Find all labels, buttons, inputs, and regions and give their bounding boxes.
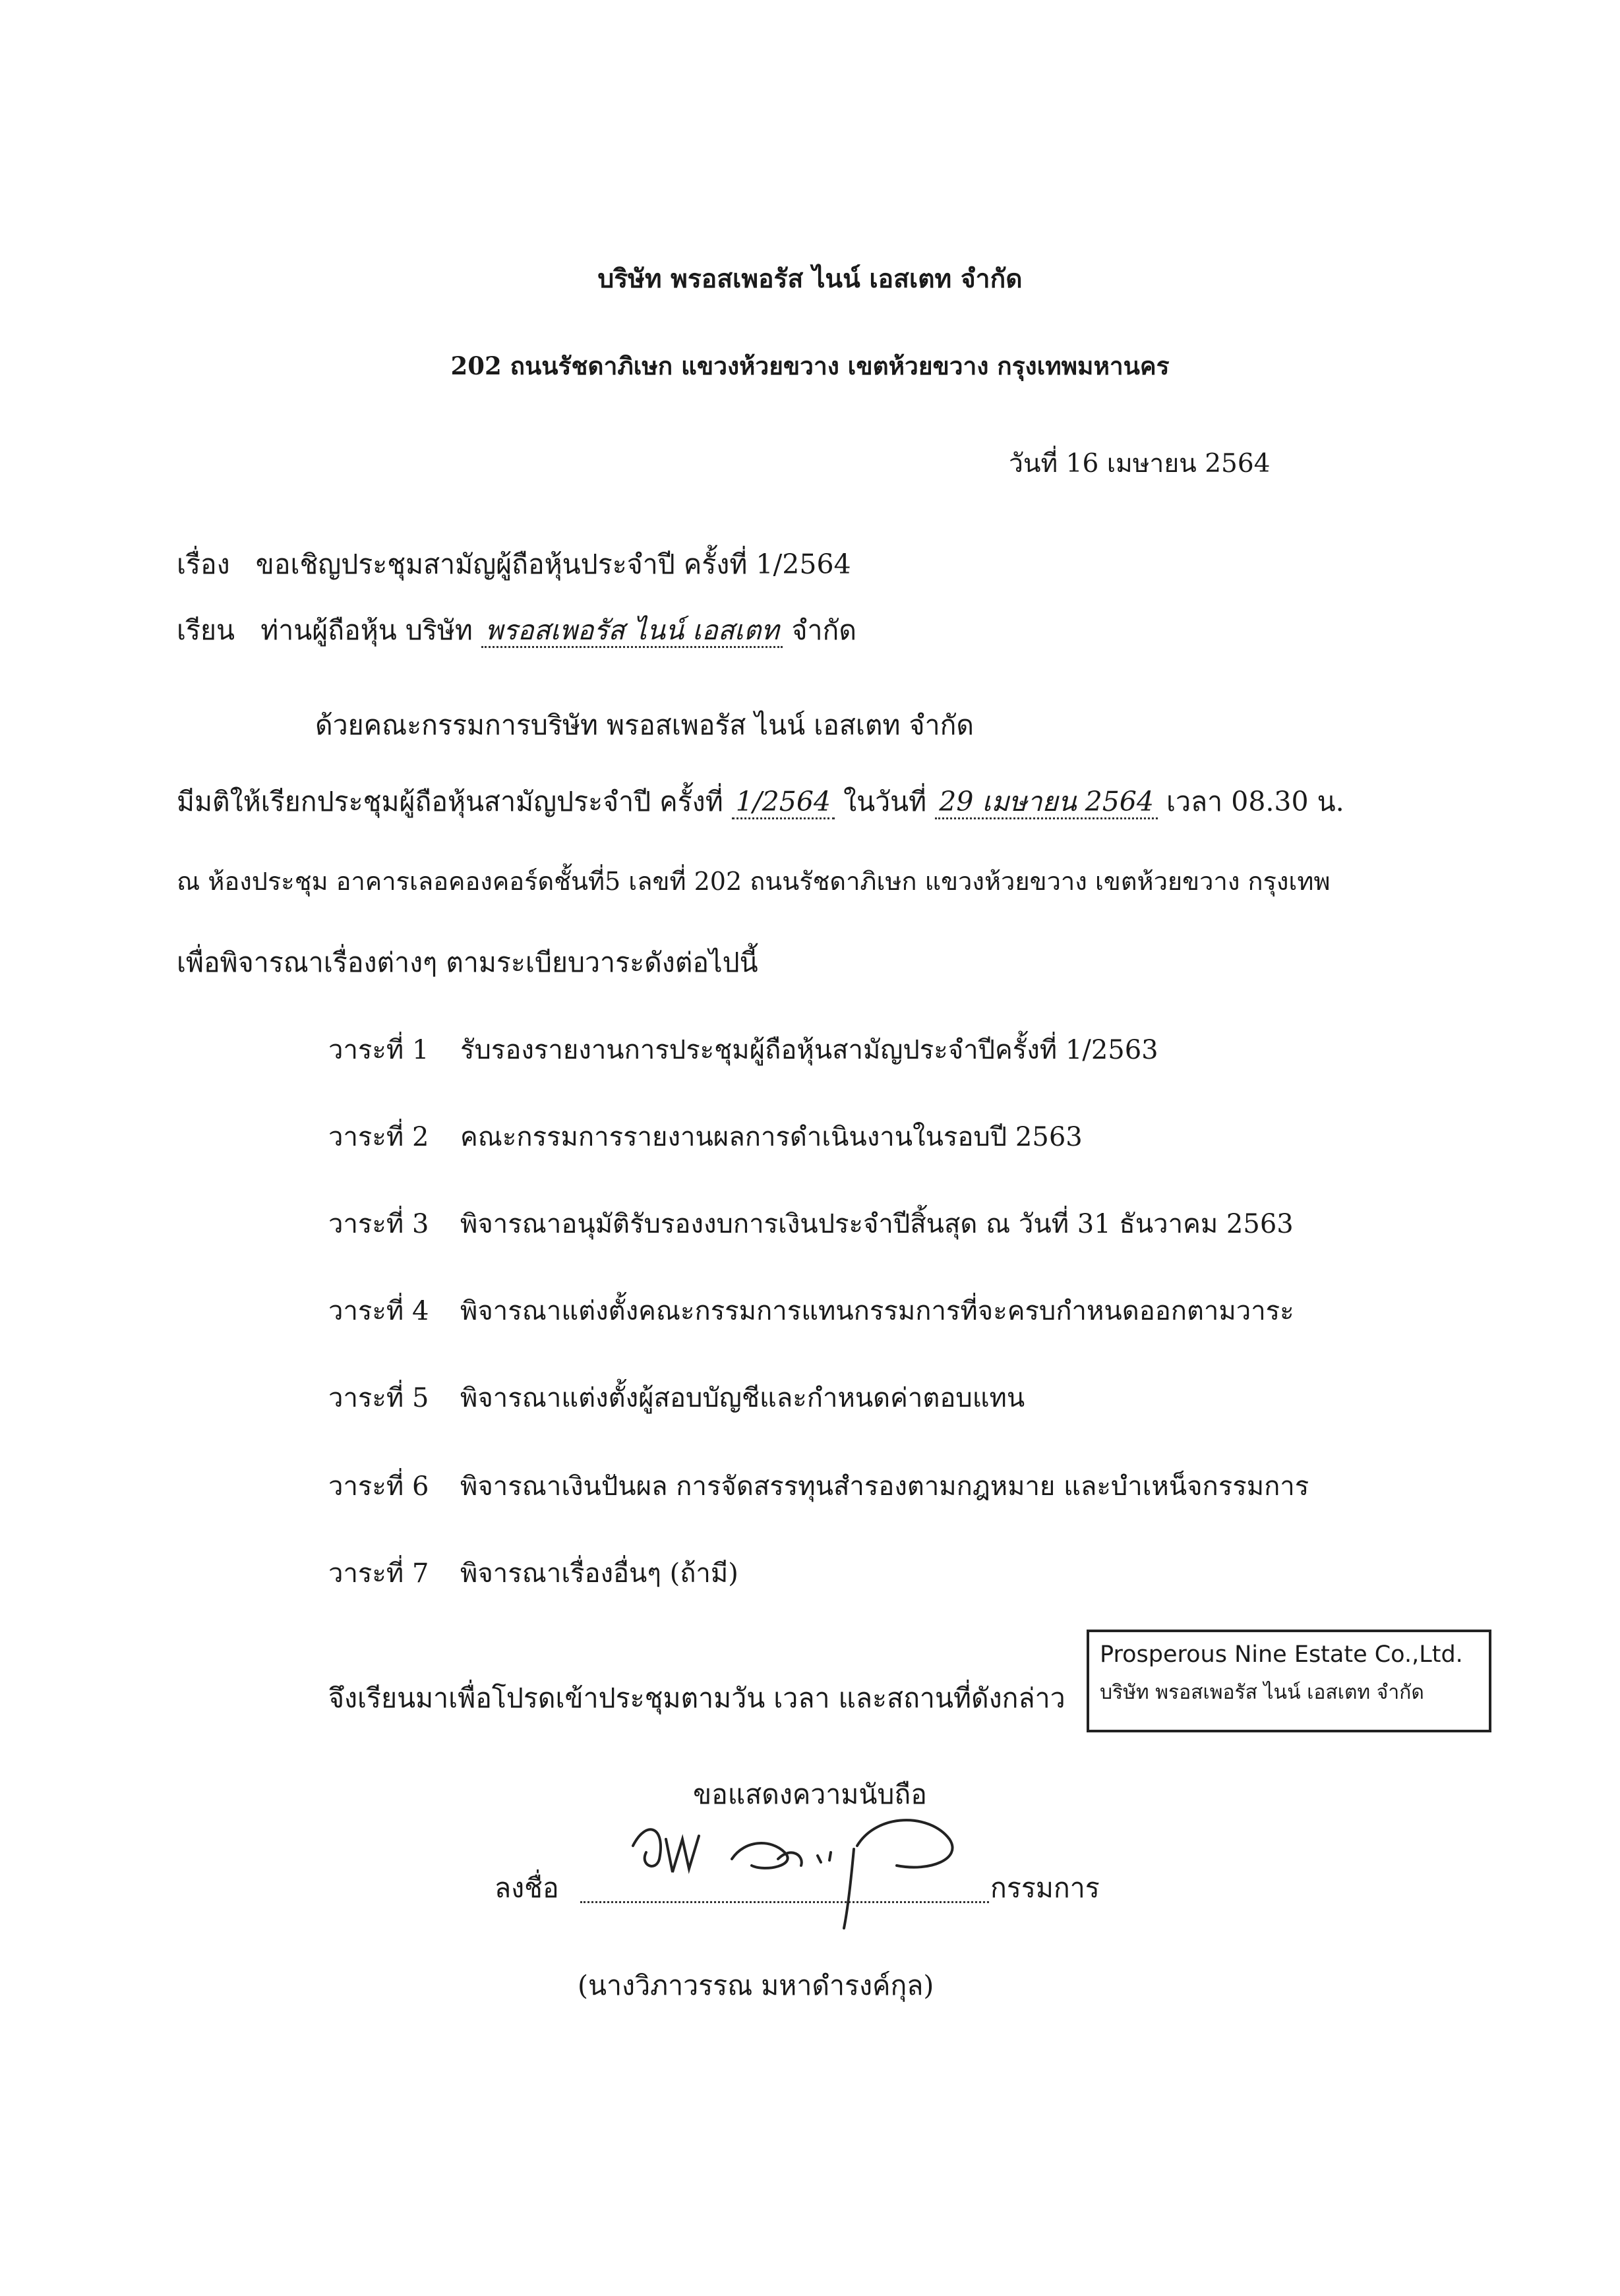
sign-label: ลงชื่อ — [495, 1872, 559, 1904]
resolution-text: มีมติให้เรียกประชุมผู้ถือหุ้นสามัญประจำปี ครั้งที่ — [177, 786, 723, 817]
closing-text: จึงเรียนมาเพื่อโปรดเข้าประชุมตามวัน เวลา และสถานที่ดังกล่าว — [328, 1682, 1065, 1714]
recipient-prefix: ท่านผู้ถือหุ้น บริษัท — [260, 614, 473, 646]
stamp-english: Prosperous Nine Estate Co.,Ltd. — [1100, 1641, 1463, 1668]
agenda-item — [328, 1465, 1309, 1507]
recipient-line — [177, 609, 856, 652]
signer-name: (นางวิภาวรรณ มหาดำรงค์กุล) — [578, 1970, 934, 2001]
agenda-text: พิจารณาแต่งตั้งคณะกรรมการแทนกรรมการที่จะครบกำหนดออกตามวาระ — [460, 1296, 1294, 1326]
agenda-number: วาระที่ 1 — [328, 1035, 429, 1065]
company-name: บริษัท พรอสเพอรัส ไนน์ เอสเตท จำกัด — [597, 264, 1023, 294]
recipient-suffix: จำกัด — [791, 614, 857, 646]
meeting-date: 29 เมษายน 2564 — [935, 786, 1158, 819]
signer-role: กรรมการ — [990, 1872, 1100, 1904]
meeting-venue: ณ ห้องประชุม อาคารเลอคองคอร์ดชั้นที่5 เลขที่ 202 ถนนรัชดาภิเษก แขวงห้วยขวาง เขตห้วยขวาง กรุงเทพ — [177, 867, 1331, 896]
agenda-number: วาระที่ 5 — [328, 1383, 429, 1413]
regards-text: ขอแสดงความนับถือ — [693, 1779, 927, 1810]
recipient-company: พรอสเพอรัส ไนน์ เอสเตท — [481, 614, 783, 648]
agenda-item — [328, 1115, 1083, 1158]
letter-date: วันที่ 16 เมษายน 2564 — [1009, 449, 1271, 479]
agenda-text: รับรองรายงานการประชุมผู้ถือหุ้นสามัญประจำปีครั้งที่ 1/2563 — [460, 1035, 1158, 1065]
agenda-number: วาระที่ 2 — [328, 1122, 429, 1152]
body-paragraph-1: ด้วยคณะกรรมการบริษัท พรอสเพอรัส ไนน์ เอสเตท จำกัด — [315, 709, 975, 741]
agenda-number: วาระที่ 4 — [328, 1296, 429, 1326]
company-stamp — [1087, 1630, 1491, 1732]
agenda-item — [328, 1552, 738, 1594]
subject-text: ขอเชิญประชุมสามัญผู้ถือหุ้นประจำปี ครั้งที่ 1/2564 — [255, 548, 851, 580]
stamp-thai: บริษัท พรอสเพอรัส ไนน์ เอสเตท จำกัด — [1100, 1681, 1424, 1704]
agenda-text: พิจารณาเรื่องอื่นๆ (ถ้ามี) — [460, 1558, 738, 1589]
agenda-text: คณะกรรมการรายงานผลการดำเนินงานในรอบปี 2563 — [460, 1122, 1083, 1152]
meeting-number: 1/2564 — [732, 786, 835, 819]
agenda-item — [328, 1376, 1025, 1419]
agenda-item — [328, 1028, 1158, 1071]
recipient-label: เรียน — [177, 614, 235, 646]
agenda-text: พิจารณาเงินปันผล การจัดสรรทุนสำรองตามกฎหมาย และบำเหน็จกรรมการ — [460, 1471, 1309, 1502]
agenda-text: พิจารณาอนุมัติรับรองงบการเงินประจำปีสิ้นสุด ณ วันที่ 31 ธันวาคม 2563 — [460, 1209, 1294, 1239]
agenda-item — [328, 1289, 1294, 1332]
meeting-time: เวลา 08.30 น. — [1166, 786, 1344, 817]
agenda-item — [328, 1202, 1294, 1245]
agenda-number: วาระที่ 3 — [328, 1209, 429, 1239]
agenda-intro: เพื่อพิจารณาเรื่องต่างๆ ตามระเบียบวาระดังต่อไปนี้ — [177, 947, 758, 978]
agenda-text: พิจารณาแต่งตั้งผู้สอบบัญชีและกำหนดค่าตอบแทน — [460, 1383, 1025, 1413]
agenda-number: วาระที่ 7 — [328, 1558, 429, 1589]
handwritten-signature — [620, 1800, 989, 1931]
subject-label: เรื่อง — [177, 548, 230, 580]
company-address: 202 ถนนรัชดาภิเษก แขวงห้วยขวาง เขตห้วยขวาง กรุงเทพมหานคร — [450, 351, 1170, 380]
agenda-number: วาระที่ 6 — [328, 1471, 429, 1502]
subject-line — [177, 543, 851, 586]
body-paragraph-2 — [177, 780, 1344, 823]
on-date-text: ในวันที่ — [843, 786, 927, 817]
